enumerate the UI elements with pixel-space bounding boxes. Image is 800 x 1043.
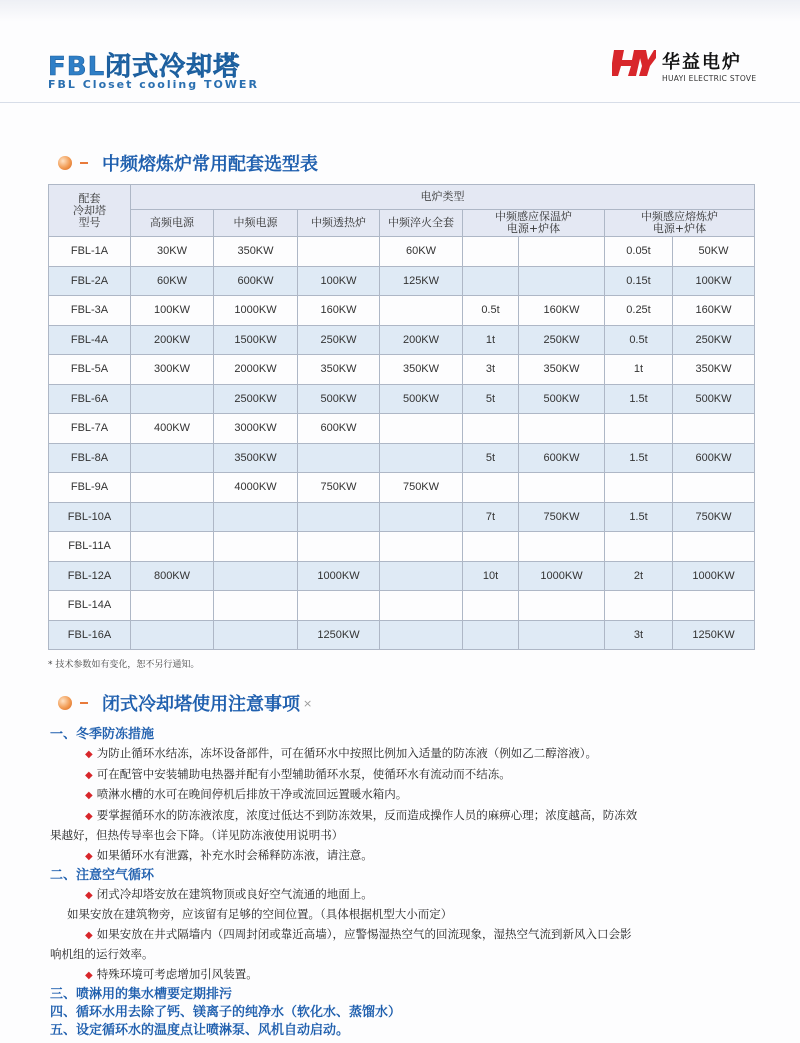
table-cell [673,591,755,621]
orange-ball-icon [58,156,72,170]
top-band [0,0,800,22]
table-cell: 2500KW [214,384,298,414]
table-cell: 200KW [131,325,214,355]
model-cell: FBL-14A [49,591,131,621]
model-cell: FBL-5A [49,355,131,385]
table-cell [131,591,214,621]
note-text: 特殊环境可考虑增加引风装置。 [96,966,258,981]
note-item [50,885,760,906]
table-cell: 750KW [673,502,755,532]
model-cell: FBL-8A [49,443,131,473]
header-divider [0,102,800,103]
note-text: 喷淋水槽的水可在晚间停机后排放干净或流回远置暖水箱内。 [96,787,408,802]
table-row [49,591,755,621]
table-cell: 350KW [298,355,380,385]
table-cell [519,414,605,444]
model-cell: FBL-1A [49,237,131,267]
table-cell [298,443,380,473]
table-cell: 60KW [131,266,214,296]
column-header: 中频电源 [214,210,298,237]
note-text: 可在配管中安装辅助电热器并配有小型辅助循环水泵，使循环水有流动而不结冻。 [96,766,511,781]
model-cell: FBL-12A [49,561,131,591]
table-cell [519,532,605,562]
table-cell [463,414,519,444]
table-cell: 2000KW [214,355,298,385]
diamond-bullet-icon: ◆ [85,969,93,981]
table-cell [605,532,673,562]
note-text: 如果安放在建筑物旁，应该留有足够的空间位置。（具体根据机型大小而定） [67,907,453,922]
table-cell [463,473,519,503]
note-heading: 四、循环水用去除了钙、镁离子的纯净水（软化水、蒸馏水） [50,1004,402,1020]
selection-table [48,184,755,650]
table-cell: 750KW [380,473,463,503]
table-cell: 350KW [380,355,463,385]
table-cell: 7t [463,502,519,532]
table-cell: 30KW [131,237,214,267]
brand-name: 华益电炉 [662,52,742,73]
dash-icon [80,702,88,704]
table-cell: 750KW [298,473,380,503]
table-cell: 1t [605,355,673,385]
diamond-bullet-icon: ◆ [85,790,93,802]
column-header: 高频电源 [131,210,214,237]
table-cell [298,591,380,621]
table-cell [605,473,673,503]
table-row [49,237,755,267]
table-cell [298,532,380,562]
table-cell: 100KW [131,296,214,326]
note-text: 如果循环水有泄露，补充水时会稀释防冻液，请注意。 [96,847,373,862]
table-cell: 350KW [519,355,605,385]
diamond-bullet-icon: ◆ [85,769,93,781]
table-cell [673,414,755,444]
table-cell: 100KW [298,266,380,296]
table-cell: 0.15t [605,266,673,296]
table-cell: 3t [605,620,673,650]
table-cell: 1.5t [605,443,673,473]
table-cell: 1000KW [214,296,298,326]
note-text-continued: 果越好，但热传导率也会下降。（详见防冻液使用说明书） [50,828,344,843]
table-cell [605,414,673,444]
group-header: 电炉类型 [131,185,755,210]
table-cell: 160KW [298,296,380,326]
table-cell [380,414,463,444]
column-header: 中频淬火全套 [380,210,463,237]
section-title: 中频熔炼炉常用配套选型表 [102,154,318,175]
section-heading-notes [58,690,312,716]
table-cell: 600KW [519,443,605,473]
table-cell: 350KW [673,355,755,385]
note-text: 如果安放在井式隔墙内（四周封闭或靠近高墙），应警惕湿热空气的回流现象，湿热空气流到新风入口会影 [96,926,632,941]
table-cell [380,532,463,562]
diamond-bullet-icon: ◆ [85,929,93,941]
table-cell [380,502,463,532]
table-cell: 0.5t [463,296,519,326]
model-cell: FBL-9A [49,473,131,503]
note-text: 闭式冷却塔安放在建筑物顶或良好空气流通的地面上。 [96,886,373,901]
table-cell [463,620,519,650]
table-cell: 500KW [519,384,605,414]
note-heading: 五、设定循环水的温度点让喷淋泵、风机自动启动。 [50,1022,350,1038]
table-cell: 1.5t [605,384,673,414]
table-cell: 100KW [673,266,755,296]
table-row [49,296,755,326]
table-cell: 750KW [519,502,605,532]
column-group-header: 中频感应熔炼炉 电源+炉体 [605,210,755,237]
table-cell [673,473,755,503]
table-cell: 300KW [131,355,214,385]
note-item [50,846,760,867]
table-cell [519,620,605,650]
page-subtitle: FBL Closet cooling TOWER [48,78,259,91]
note-item [50,765,760,786]
table-cell: 3000KW [214,414,298,444]
note-item [50,925,760,946]
table-cell [380,591,463,621]
model-cell: FBL-16A [49,620,131,650]
table-row [49,266,755,296]
table-cell [214,561,298,591]
brand-logo [612,46,772,90]
table-cell [463,237,519,267]
table-cell [214,620,298,650]
column-header: 中频透热炉 [298,210,380,237]
table-cell [519,266,605,296]
table-cell: 160KW [519,296,605,326]
diamond-bullet-icon: ◆ [85,810,93,822]
column-group-header: 中频感应保温炉 电源+炉体 [463,210,605,237]
table-cell [214,532,298,562]
table-cell [380,620,463,650]
table-row [49,473,755,503]
table-cell [605,591,673,621]
table-row [49,443,755,473]
model-cell: FBL-6A [49,384,131,414]
table-cell [463,532,519,562]
table-cell: 10t [463,561,519,591]
table-cell [519,237,605,267]
brand-name-en: HUAYI ELECTRIC STOVE [662,74,757,83]
page-title: FBL闭式冷却塔 [48,52,241,82]
table-row [49,355,755,385]
table-cell: 0.5t [605,325,673,355]
table-row [49,384,755,414]
diamond-bullet-icon: ◆ [85,749,93,760]
corner-header: 配套 冷却塔 型号 [49,185,131,237]
huayi-logo-icon [612,46,656,80]
table-cell: 600KW [214,266,298,296]
table-cell: 60KW [380,237,463,267]
x-mark: × [303,696,313,710]
table-cell: 0.25t [605,296,673,326]
table-cell [131,443,214,473]
table-cell [380,443,463,473]
table-cell: 500KW [298,384,380,414]
section-heading-selection [58,150,318,176]
table-cell: 600KW [673,443,755,473]
note-text: 要掌握循环水的防冻液浓度，浓度过低达不到防冻效果，反而造成操作人员的麻痹心理；浓度越高，防冻效 [96,807,638,822]
note-heading: 二、注意空气循环 [50,867,155,883]
table-cell: 600KW [298,414,380,444]
table-cell: 250KW [673,325,755,355]
table-cell [131,473,214,503]
table-cell [214,591,298,621]
table-row [49,502,755,532]
table-cell: 500KW [380,384,463,414]
table-cell: 3500KW [214,443,298,473]
model-cell: FBL-10A [49,502,131,532]
table-cell: 3t [463,355,519,385]
table-cell [463,591,519,621]
table-cell [298,502,380,532]
note-item [50,806,760,827]
table-cell: 1000KW [673,561,755,591]
footnote: * 技术参数如有变化，恕不另行通知。 [48,660,200,670]
model-cell: FBL-4A [49,325,131,355]
table-cell: 50KW [673,237,755,267]
note-heading: 一、冬季防冻措施 [50,727,155,742]
table-cell [673,532,755,562]
table-cell [131,384,214,414]
table-row [49,620,755,650]
table-cell [131,502,214,532]
table-cell [380,561,463,591]
table-row [49,414,755,444]
table-cell: 350KW [214,237,298,267]
model-cell: FBL-3A [49,296,131,326]
table-cell: 1t [463,325,519,355]
table-cell [214,502,298,532]
model-cell: FBL-11A [49,532,131,562]
table-cell: 4000KW [214,473,298,503]
table-cell: 160KW [673,296,755,326]
table-cell [463,266,519,296]
table-cell: 0.05t [605,237,673,267]
table-row [49,561,755,591]
note-item [50,744,760,765]
notes-list [50,726,760,1040]
table-cell: 800KW [131,561,214,591]
table-cell: 250KW [298,325,380,355]
model-cell: FBL-7A [49,414,131,444]
dash-icon [80,162,88,164]
table-cell [380,296,463,326]
table-row [49,325,755,355]
table-cell [298,237,380,267]
table-cell: 1500KW [214,325,298,355]
table-cell: 2t [605,561,673,591]
table-cell: 125KW [380,266,463,296]
table-cell: 200KW [380,325,463,355]
table-row [49,532,755,562]
table-cell [519,591,605,621]
table-cell: 1250KW [673,620,755,650]
table-cell: 250KW [519,325,605,355]
table-cell: 5t [463,384,519,414]
table-cell: 1000KW [298,561,380,591]
diamond-bullet-icon: ◆ [85,850,93,862]
table-cell: 400KW [131,414,214,444]
table-cell [131,620,214,650]
diamond-bullet-icon: ◆ [85,889,93,901]
orange-ball-icon [58,696,72,710]
note-item [50,785,760,806]
table-cell [519,473,605,503]
table-cell: 1000KW [519,561,605,591]
section-title: 闭式冷却塔使用注意事项 [102,694,300,715]
note-item [50,965,760,986]
table-cell: 1250KW [298,620,380,650]
table-cell: 1.5t [605,502,673,532]
table-cell [131,532,214,562]
note-heading: 三、喷淋用的集水槽要定期排污 [50,986,233,1002]
table-cell: 5t [463,443,519,473]
note-text-continued: 响机组的运行效率。 [50,947,154,962]
note-text: 为防止循环水结冻，冻坏设备部件，可在循环水中按照比例加入适量的防冻液（例如乙二醇溶液）。 [96,746,597,760]
table-cell: 500KW [673,384,755,414]
model-cell: FBL-2A [49,266,131,296]
